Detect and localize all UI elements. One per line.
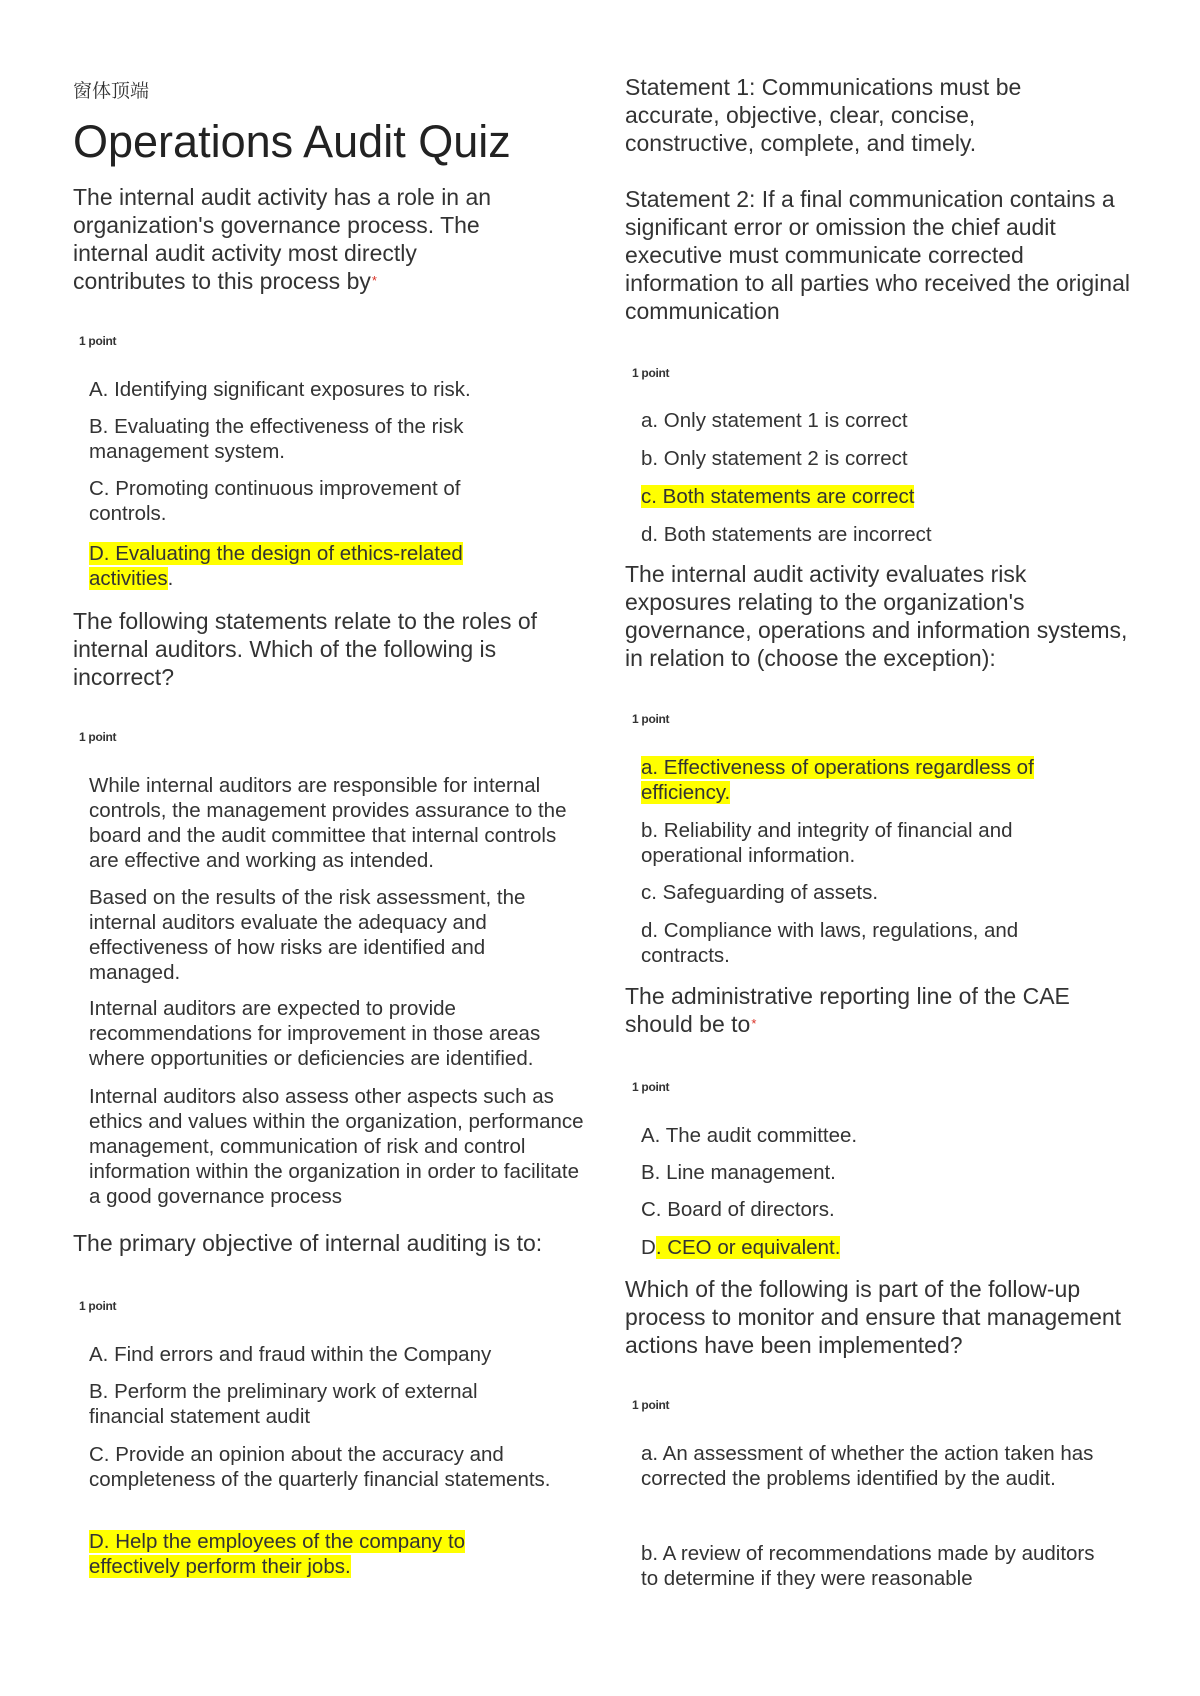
highlighted-answer: D. Evaluating the design of ethics-related activities: [89, 542, 463, 590]
question-6-option-d[interactable]: D. CEO or equivalent.: [641, 1236, 841, 1259]
question-1-option-b[interactable]: B. Evaluating the effectiveness of the risk management system.: [89, 415, 464, 463]
question-2-points: 1 point: [79, 730, 117, 744]
required-asterisk: *: [751, 1016, 757, 1031]
question-6-option-b[interactable]: B. Line management.: [641, 1161, 836, 1184]
question-5-option-d[interactable]: d. Compliance with laws, regulations, and contracts.: [641, 919, 1019, 967]
question-3-option-b[interactable]: B. Perform the preliminary work of external financial statement audit: [89, 1380, 478, 1428]
question-3-text: The primary objective of internal auditing is to:: [73, 1230, 543, 1256]
question-4-points: 1 point: [632, 366, 670, 380]
question-2-option-2[interactable]: Based on the results of the risk assessment, the internal auditors evaluate the adequacy and effectiveness of how risks are identified and managed.: [89, 886, 526, 984]
question-4-option-d[interactable]: d. Both statements are incorrect: [641, 523, 932, 546]
question-4-statement-2: Statement 2: If a final communication contains a significant error or omission the chief audit executive must communicate corrected information to all parties who received the original communication: [625, 186, 1130, 324]
question-7-option-b[interactable]: b. A review of recommendations made by auditors to determine if they were reasonable: [641, 1542, 1095, 1590]
question-3-option-d[interactable]: [89, 1529, 529, 1579]
question-3-option-c[interactable]: C. Provide an opinion about the accuracy and completeness of the quarterly financial statements.: [89, 1443, 551, 1491]
highlighted-answer: . CEO or equivalent.: [655, 1236, 841, 1259]
question-2-option-4[interactable]: Internal auditors also assess other aspects such as ethics and values within the organization, performance management, communication of risk and control information within the organization in order to facilitate a good governance process: [89, 1085, 584, 1208]
question-2-text: The following statements relate to the roles of internal auditors. Which of the following is incorrect?: [73, 608, 538, 690]
question-4-option-a[interactable]: a. Only statement 1 is correct: [641, 409, 908, 432]
question-2-option-3[interactable]: Internal auditors are expected to provide recommendations for improvement in those areas where opportunities or deficiencies are identified.: [89, 997, 541, 1070]
question-6-text: The administrative reporting line of the CAE should be to*: [625, 983, 1070, 1037]
question-1-text: The internal audit activity has a role in an organization's governance process. The internal audit activity most directly contributes to this process by*: [73, 184, 492, 294]
form-top-label: 窗体顶端: [73, 81, 150, 102]
highlighted-answer: c. Both statements are correct: [641, 485, 915, 508]
question-7-points: 1 point: [632, 1398, 670, 1412]
question-1-option-d[interactable]: D. Evaluating the design of ethics-related activities.: [89, 542, 463, 590]
question-7-option-a[interactable]: a. An assessment of whether the action taken has corrected the problems identified by the audit.: [641, 1442, 1094, 1490]
question-3-option-a[interactable]: A. Find errors and fraud within the Company: [89, 1343, 492, 1366]
question-5-option-c[interactable]: c. Safeguarding of assets.: [641, 881, 879, 904]
question-1-option-a[interactable]: A. Identifying significant exposures to risk.: [89, 378, 471, 401]
question-5-option-a[interactable]: [641, 755, 1091, 805]
question-3-points: 1 point: [79, 1299, 117, 1313]
question-6-option-c[interactable]: C. Board of directors.: [641, 1198, 835, 1221]
highlighted-answer: D. Help the employees of the company to effectively perform their jobs.: [89, 1530, 466, 1578]
question-1-points: 1 point: [79, 334, 117, 348]
question-5-option-b[interactable]: b. Reliability and integrity of financial and operational information.: [641, 819, 1013, 867]
question-6-option-a[interactable]: A. The audit committee.: [641, 1124, 858, 1147]
page-title: Operations Audit Quiz: [73, 116, 511, 167]
question-4-option-b[interactable]: b. Only statement 2 is correct: [641, 447, 908, 470]
question-5-text: The internal audit activity evaluates risk exposures relating to the organization's governance, operations and information systems, in relation to (choose the exception):: [625, 561, 1128, 671]
question-4-statement-1: Statement 1: Communications must be accurate, objective, clear, concise, constructive, complete, and timely.: [625, 74, 1022, 156]
question-7-text: Which of the following is part of the follow-up process to monitor and ensure that management actions have been implemented?: [625, 1276, 1122, 1358]
highlighted-answer: a. Effectiveness of operations regardless of efficiency.: [641, 756, 1034, 804]
question-4-option-c[interactable]: [641, 484, 1121, 509]
question-1-option-c[interactable]: C. Promoting continuous improvement of controls.: [89, 477, 461, 525]
question-6-points: 1 point: [632, 1080, 670, 1094]
question-5-points: 1 point: [632, 712, 670, 726]
required-asterisk: *: [371, 273, 377, 288]
question-2-option-1[interactable]: While internal auditors are responsible for internal controls, the management provides assurance to the board and the audit committee that internal controls are effective and working as intended.: [89, 774, 567, 872]
